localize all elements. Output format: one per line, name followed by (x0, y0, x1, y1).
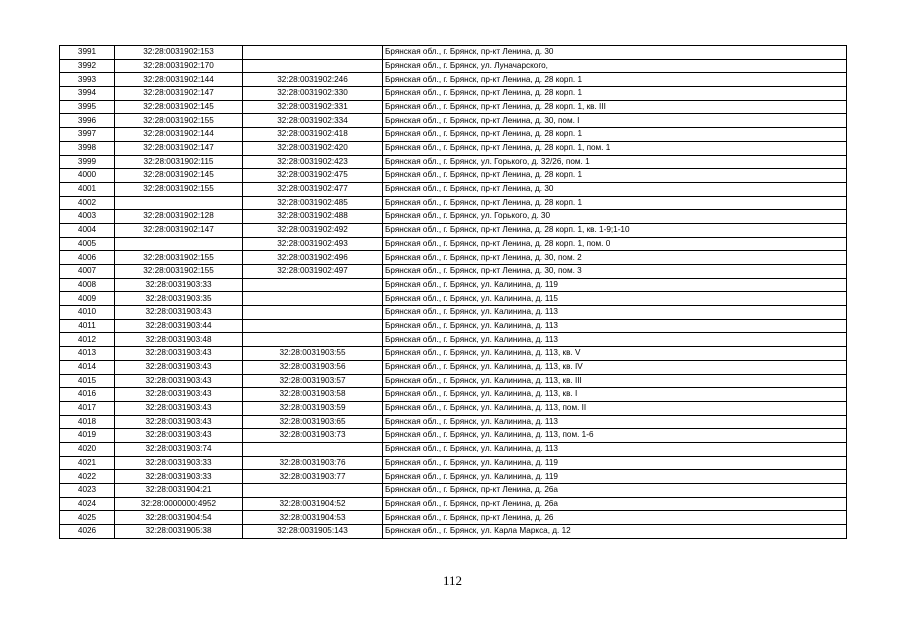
row-number-cell: 4017 (60, 401, 115, 415)
row-number-cell: 4014 (60, 360, 115, 374)
table-row (60, 401, 847, 415)
row-number-cell: 3992 (60, 59, 115, 73)
cadastral-number-cell: 32:28:0031903:43 (115, 429, 243, 443)
row-number-cell: 4013 (60, 347, 115, 361)
row-number-cell: 4016 (60, 388, 115, 402)
address-cell: Брянская обл., г. Брянск, пр-кт Ленина, д. 28 корп. 1 (383, 87, 847, 101)
cadastral-number-cell: 32:28:0000000:4952 (115, 497, 243, 511)
row-number-cell: 4005 (60, 237, 115, 251)
row-number-cell: 4008 (60, 278, 115, 292)
cadastral-number-cell: 32:28:0031902:144 (115, 73, 243, 87)
related-cadastral-number-cell: 32:28:0031902:330 (243, 87, 383, 101)
table-row (60, 128, 847, 142)
row-number-cell: 3993 (60, 73, 115, 87)
related-cadastral-number-cell: 32:28:0031902:485 (243, 196, 383, 210)
related-cadastral-number-cell (243, 292, 383, 306)
table-row (60, 182, 847, 196)
related-cadastral-number-cell (243, 59, 383, 73)
related-cadastral-number-cell: 32:28:0031902:496 (243, 251, 383, 265)
related-cadastral-number-cell: 32:28:0031905:143 (243, 525, 383, 539)
table-row (60, 114, 847, 128)
address-cell: Брянская обл., г. Брянск, пр-кт Ленина, д. 26 (383, 511, 847, 525)
address-cell: Брянская обл., г. Брянск, ул. Калинина, д. 113, кв. V (383, 347, 847, 361)
cadastral-number-cell: 32:28:0031902:153 (115, 46, 243, 60)
address-cell: Брянская обл., г. Брянск, ул. Калинина, д. 113 (383, 415, 847, 429)
cadastral-number-cell: 32:28:0031902:155 (115, 114, 243, 128)
table-row (60, 360, 847, 374)
address-cell: Брянская обл., г. Брянск, ул. Калинина, д. 113, кв. I (383, 388, 847, 402)
related-cadastral-number-cell: 32:28:0031902:477 (243, 182, 383, 196)
related-cadastral-number-cell: 32:28:0031902:418 (243, 128, 383, 142)
cadastral-number-cell: 32:28:0031903:33 (115, 470, 243, 484)
table-row (60, 319, 847, 333)
cadastral-number-cell: 32:28:0031903:35 (115, 292, 243, 306)
row-number-cell: 4012 (60, 333, 115, 347)
table-row (60, 470, 847, 484)
cadastral-registry-table (59, 45, 847, 539)
table-row (60, 525, 847, 539)
address-cell: Брянская обл., г. Брянск, пр-кт Ленина, д. 30 (383, 46, 847, 60)
related-cadastral-number-cell: 32:28:0031902:423 (243, 155, 383, 169)
table-row (60, 347, 847, 361)
related-cadastral-number-cell: 32:28:0031902:493 (243, 237, 383, 251)
page-number: 112 (442, 573, 463, 588)
table-row (60, 388, 847, 402)
cadastral-number-cell: 32:28:0031903:33 (115, 456, 243, 470)
table-row (60, 251, 847, 265)
row-number-cell: 4011 (60, 319, 115, 333)
related-cadastral-number-cell: 32:28:0031904:52 (243, 497, 383, 511)
cadastral-number-cell: 32:28:0031903:43 (115, 401, 243, 415)
cadastral-number-cell: 32:28:0031902:115 (115, 155, 243, 169)
row-number-cell: 4026 (60, 525, 115, 539)
row-number-cell: 4015 (60, 374, 115, 388)
address-cell: Брянская обл., г. Брянск, ул. Калинина, д. 119 (383, 456, 847, 470)
address-cell: Брянская обл., г. Брянск, пр-кт Ленина, д. 28 корп. 1, кв. III (383, 100, 847, 114)
row-number-cell: 4009 (60, 292, 115, 306)
cadastral-number-cell: 32:28:0031903:44 (115, 319, 243, 333)
related-cadastral-number-cell (243, 484, 383, 498)
table-row (60, 484, 847, 498)
cadastral-number-cell: 32:28:0031902:128 (115, 210, 243, 224)
cadastral-number-cell: 32:28:0031903:33 (115, 278, 243, 292)
cadastral-number-cell: 32:28:0031903:48 (115, 333, 243, 347)
cadastral-number-cell: 32:28:0031902:147 (115, 223, 243, 237)
address-cell: Брянская обл., г. Брянск, пр-кт Ленина, д. 30, пом. 2 (383, 251, 847, 265)
cadastral-number-cell: 32:28:0031902:155 (115, 265, 243, 279)
cadastral-number-cell: 32:28:0031903:43 (115, 347, 243, 361)
cadastral-number-cell: 32:28:0031902:144 (115, 128, 243, 142)
table-row (60, 237, 847, 251)
table-row (60, 169, 847, 183)
related-cadastral-number-cell (243, 46, 383, 60)
row-number-cell: 3997 (60, 128, 115, 142)
related-cadastral-number-cell (243, 333, 383, 347)
address-cell: Брянская обл., г. Брянск, ул. Калинина, д. 113, кв. III (383, 374, 847, 388)
table-row (60, 511, 847, 525)
address-cell: Брянская обл., г. Брянск, ул. Калинина, д. 113 (383, 442, 847, 456)
table-row (60, 333, 847, 347)
address-cell: Брянская обл., г. Брянск, пр-кт Ленина, д. 28 корп. 1 (383, 169, 847, 183)
row-number-cell: 3999 (60, 155, 115, 169)
address-cell: Брянская обл., г. Брянск, пр-кт Ленина, д. 30, пом. I (383, 114, 847, 128)
table-row (60, 73, 847, 87)
related-cadastral-number-cell: 32:28:0031902:497 (243, 265, 383, 279)
address-cell: Брянская обл., г. Брянск, ул. Калинина, д. 113, кв. IV (383, 360, 847, 374)
related-cadastral-number-cell: 32:28:0031902:420 (243, 141, 383, 155)
address-cell: Брянская обл., г. Брянск, пр-кт Ленина, д. 30, пом. 3 (383, 265, 847, 279)
table-row (60, 415, 847, 429)
table-row (60, 429, 847, 443)
related-cadastral-number-cell: 32:28:0031903:57 (243, 374, 383, 388)
row-number-cell: 4025 (60, 511, 115, 525)
address-cell: Брянская обл., г. Брянск, ул. Калинина, д. 113, пом. II (383, 401, 847, 415)
row-number-cell: 4003 (60, 210, 115, 224)
table-row (60, 292, 847, 306)
cadastral-number-cell: 32:28:0031904:21 (115, 484, 243, 498)
address-cell: Брянская обл., г. Брянск, ул. Калинина, д. 119 (383, 278, 847, 292)
address-cell: Брянская обл., г. Брянск, ул. Калинина, д. 119 (383, 470, 847, 484)
related-cadastral-number-cell: 32:28:0031902:334 (243, 114, 383, 128)
address-cell: Брянская обл., г. Брянск, пр-кт Ленина, д. 26а (383, 484, 847, 498)
table-row (60, 456, 847, 470)
related-cadastral-number-cell: 32:28:0031903:65 (243, 415, 383, 429)
table-row (60, 442, 847, 456)
related-cadastral-number-cell: 32:28:0031902:475 (243, 169, 383, 183)
address-cell: Брянская обл., г. Брянск, ул. Карла Маркса, д. 12 (383, 525, 847, 539)
cadastral-number-cell: 32:28:0031902:147 (115, 141, 243, 155)
cadastral-number-cell: 32:28:0031903:43 (115, 374, 243, 388)
related-cadastral-number-cell: 32:28:0031902:492 (243, 223, 383, 237)
table-row (60, 100, 847, 114)
related-cadastral-number-cell: 32:28:0031903:58 (243, 388, 383, 402)
address-cell: Брянская обл., г. Брянск, пр-кт Ленина, д. 28 корп. 1 (383, 128, 847, 142)
address-cell: Брянская обл., г. Брянск, пр-кт Ленина, д. 28 корп. 1 (383, 73, 847, 87)
address-cell: Брянская обл., г. Брянск, ул. Калинина, д. 113, пом. 1-6 (383, 429, 847, 443)
cadastral-number-cell: 32:28:0031903:43 (115, 415, 243, 429)
row-number-cell: 3995 (60, 100, 115, 114)
table-row (60, 265, 847, 279)
row-number-cell: 4021 (60, 456, 115, 470)
cadastral-number-cell: 32:28:0031903:43 (115, 306, 243, 320)
row-number-cell: 3996 (60, 114, 115, 128)
address-cell: Брянская обл., г. Брянск, пр-кт Ленина, д. 26а (383, 497, 847, 511)
address-cell: Брянская обл., г. Брянск, ул. Горького, д. 30 (383, 210, 847, 224)
related-cadastral-number-cell: 32:28:0031903:56 (243, 360, 383, 374)
related-cadastral-number-cell: 32:28:0031903:77 (243, 470, 383, 484)
table-row (60, 497, 847, 511)
cadastral-number-cell (115, 237, 243, 251)
address-cell: Брянская обл., г. Брянск, пр-кт Ленина, д. 28 корп. 1, кв. 1-9;1-10 (383, 223, 847, 237)
row-number-cell: 3991 (60, 46, 115, 60)
address-cell: Брянская обл., г. Брянск, ул. Калинина, д. 113 (383, 333, 847, 347)
table-row (60, 87, 847, 101)
related-cadastral-number-cell: 32:28:0031902:331 (243, 100, 383, 114)
cadastral-number-cell: 32:28:0031903:43 (115, 388, 243, 402)
cadastral-number-cell: 32:28:0031905:38 (115, 525, 243, 539)
address-cell: Брянская обл., г. Брянск, ул. Калинина, д. 113 (383, 306, 847, 320)
related-cadastral-number-cell: 32:28:0031902:246 (243, 73, 383, 87)
cadastral-number-cell: 32:28:0031902:145 (115, 169, 243, 183)
cadastral-number-cell: 32:28:0031904:54 (115, 511, 243, 525)
row-number-cell: 3994 (60, 87, 115, 101)
related-cadastral-number-cell: 32:28:0031903:55 (243, 347, 383, 361)
related-cadastral-number-cell (243, 442, 383, 456)
cadastral-number-cell: 32:28:0031903:43 (115, 360, 243, 374)
row-number-cell: 4024 (60, 497, 115, 511)
table-body (60, 46, 847, 539)
cadastral-number-cell: 32:28:0031902:145 (115, 100, 243, 114)
address-cell: Брянская обл., г. Брянск, пр-кт Ленина, д. 28 корп. 1, пом. 0 (383, 237, 847, 251)
related-cadastral-number-cell (243, 278, 383, 292)
table-row (60, 141, 847, 155)
address-cell: Брянская обл., г. Брянск, ул. Горького, д. 32/26, пом. 1 (383, 155, 847, 169)
row-number-cell: 4006 (60, 251, 115, 265)
related-cadastral-number-cell: 32:28:0031904:53 (243, 511, 383, 525)
cadastral-number-cell: 32:28:0031902:155 (115, 182, 243, 196)
address-cell: Брянская обл., г. Брянск, пр-кт Ленина, д. 28 корп. 1 (383, 196, 847, 210)
table-row (60, 210, 847, 224)
row-number-cell: 4010 (60, 306, 115, 320)
row-number-cell: 4004 (60, 223, 115, 237)
related-cadastral-number-cell: 32:28:0031902:488 (243, 210, 383, 224)
row-number-cell: 4000 (60, 169, 115, 183)
row-number-cell: 4002 (60, 196, 115, 210)
row-number-cell: 4019 (60, 429, 115, 443)
table-row (60, 196, 847, 210)
table-row (60, 278, 847, 292)
cadastral-number-cell: 32:28:0031903:74 (115, 442, 243, 456)
row-number-cell: 4018 (60, 415, 115, 429)
cadastral-number-cell: 32:28:0031902:147 (115, 87, 243, 101)
related-cadastral-number-cell: 32:28:0031903:73 (243, 429, 383, 443)
row-number-cell: 4001 (60, 182, 115, 196)
related-cadastral-number-cell (243, 319, 383, 333)
table-row (60, 306, 847, 320)
table-row (60, 59, 847, 73)
address-cell: Брянская обл., г. Брянск, ул. Калинина, д. 113 (383, 319, 847, 333)
row-number-cell: 4023 (60, 484, 115, 498)
cadastral-number-cell: 32:28:0031902:155 (115, 251, 243, 265)
address-cell: Брянская обл., г. Брянск, пр-кт Ленина, д. 28 корп. 1, пом. 1 (383, 141, 847, 155)
address-cell: Брянская обл., г. Брянск, ул. Калинина, д. 115 (383, 292, 847, 306)
related-cadastral-number-cell: 32:28:0031903:76 (243, 456, 383, 470)
table-row (60, 374, 847, 388)
address-cell: Брянская обл., г. Брянск, ул. Луначарского, (383, 59, 847, 73)
row-number-cell: 4007 (60, 265, 115, 279)
table-row (60, 46, 847, 60)
cadastral-number-cell: 32:28:0031902:170 (115, 59, 243, 73)
related-cadastral-number-cell: 32:28:0031903:59 (243, 401, 383, 415)
row-number-cell: 3998 (60, 141, 115, 155)
table-row (60, 223, 847, 237)
row-number-cell: 4020 (60, 442, 115, 456)
row-number-cell: 4022 (60, 470, 115, 484)
cadastral-number-cell (115, 196, 243, 210)
related-cadastral-number-cell (243, 306, 383, 320)
address-cell: Брянская обл., г. Брянск, пр-кт Ленина, д. 30 (383, 182, 847, 196)
table-row (60, 155, 847, 169)
